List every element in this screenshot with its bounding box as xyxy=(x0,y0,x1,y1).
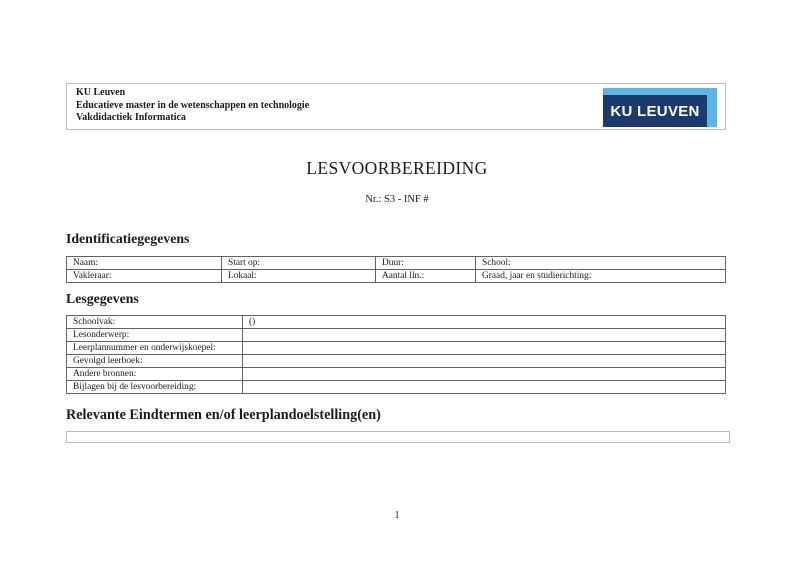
table-row xyxy=(67,368,726,381)
field-school: School: xyxy=(476,257,726,270)
header-program: Educatieve master in de wetenschappen en technologie xyxy=(76,99,310,111)
table-row xyxy=(67,381,726,394)
label-bijlagen: Bijlagen bij de lesvoorbereiding: xyxy=(67,381,243,394)
label-schoolvak: Schoolvak: xyxy=(67,316,243,329)
table-row xyxy=(67,257,726,270)
document-title: LESVOORBEREIDING xyxy=(306,158,488,178)
ku-leuven-logo-flag xyxy=(603,95,707,127)
value-leerplannummer xyxy=(243,342,726,355)
field-graad-jaar-studierichting: Graad, jaar en studierichting: xyxy=(476,270,726,283)
ku-leuven-logo xyxy=(603,88,717,127)
field-duur: Duur: xyxy=(376,257,476,270)
field-start-op: Start op: xyxy=(222,257,376,270)
identificatie-table xyxy=(66,256,726,283)
header-box xyxy=(66,83,726,130)
field-aantal-lln: Aantal lln.: xyxy=(376,270,476,283)
ku-leuven-logo-text: KU LEUVEN xyxy=(610,102,700,120)
table-row xyxy=(67,316,726,329)
label-leerplannummer: Leerplannummer en onderwijskoepel: xyxy=(67,342,243,355)
table-row xyxy=(67,355,726,368)
field-lokaal: Lokaal: xyxy=(222,270,376,283)
header-institution: KU Leuven xyxy=(76,87,126,98)
page-number: 1 xyxy=(394,510,400,521)
eindtermen-field xyxy=(66,431,730,443)
table-row xyxy=(67,329,726,342)
section-heading-eindtermen: Relevante Eindtermen en/of leerplandoelstelling(en) xyxy=(66,407,381,423)
label-lesonderwerp: Lesonderwerp: xyxy=(67,329,243,342)
value-lesonderwerp xyxy=(243,329,726,342)
header-text-block xyxy=(76,87,309,125)
header-course: Vakdidactiek Informatica xyxy=(76,112,186,123)
document-subtitle: Nr.: S3 - INF # xyxy=(365,194,429,205)
table-row xyxy=(67,270,726,283)
field-vakleraar: Vakleraar: xyxy=(67,270,222,283)
section-heading-identificatiegegevens: Identificatiegegevens xyxy=(66,231,190,246)
field-naam: Naam: xyxy=(67,257,222,270)
value-schoolvak: () xyxy=(243,316,726,329)
table-row xyxy=(67,342,726,355)
value-gevolgd-leerboek xyxy=(243,355,726,368)
lesgegevens-table xyxy=(66,315,726,394)
value-bijlagen xyxy=(243,381,726,394)
label-gevolgd-leerboek: Gevolgd leerboek: xyxy=(67,355,243,368)
label-andere-bronnen: Andere bronnen: xyxy=(67,368,243,381)
value-andere-bronnen xyxy=(243,368,726,381)
section-heading-lesgegevens: Lesgegevens xyxy=(66,291,139,306)
